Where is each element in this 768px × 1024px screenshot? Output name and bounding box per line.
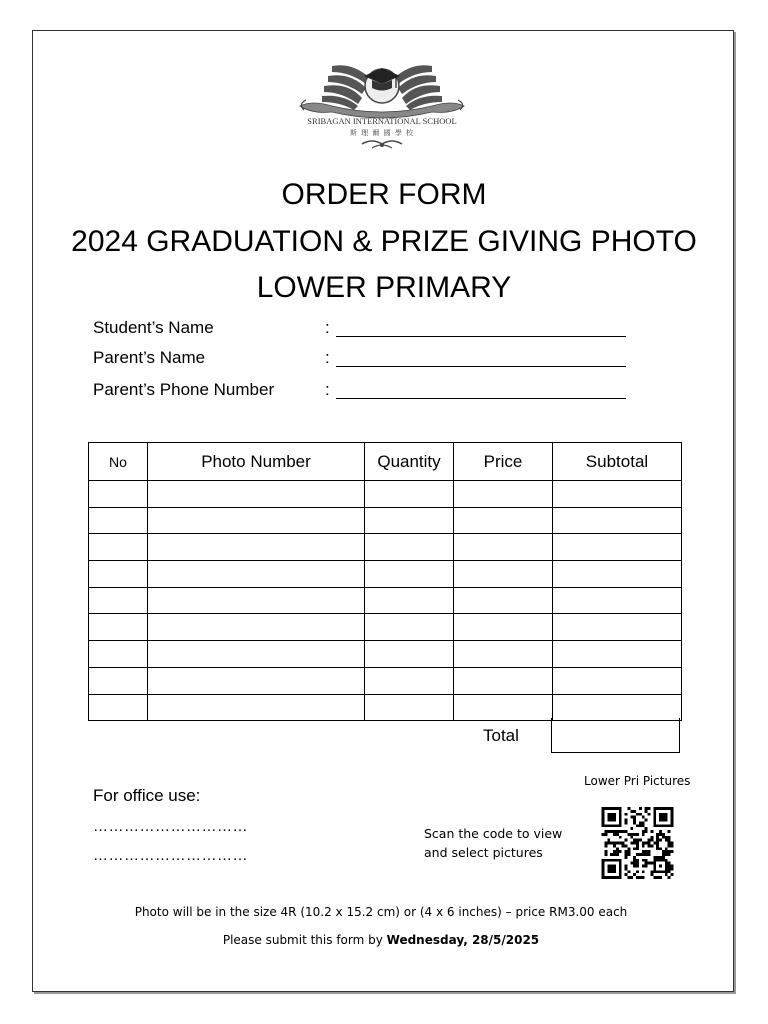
cell-no[interactable] — [89, 534, 148, 561]
cell-subtotal[interactable] — [553, 507, 682, 534]
cell-quantity[interactable] — [365, 614, 454, 641]
qr-instructions — [424, 824, 574, 862]
cell-quantity[interactable] — [365, 481, 454, 508]
parent-phone-field[interactable] — [336, 398, 626, 399]
cell-price[interactable] — [454, 507, 553, 534]
office-use-label: For office use: — [93, 786, 201, 805]
table-header-row — [89, 443, 682, 481]
cell-photo-number[interactable] — [148, 614, 365, 641]
cell-price[interactable] — [454, 641, 553, 668]
cell-photo-number[interactable] — [148, 694, 365, 721]
parent-phone-label: Parent’s Phone Number — [93, 380, 275, 399]
student-name-colon: : — [325, 318, 330, 337]
graduation-cap-emblem-icon — [292, 44, 472, 156]
cell-price[interactable] — [454, 667, 553, 694]
cell-no[interactable] — [89, 694, 148, 721]
header-quantity: Quantity — [365, 443, 454, 481]
table-row — [89, 614, 682, 641]
table-row — [89, 534, 682, 561]
cell-quantity[interactable] — [365, 561, 454, 588]
cell-no[interactable] — [89, 667, 148, 694]
parent-name-colon: : — [325, 348, 330, 367]
header-price: Price — [454, 443, 553, 481]
table-row — [89, 507, 682, 534]
cell-subtotal[interactable] — [553, 667, 682, 694]
cell-subtotal[interactable] — [553, 481, 682, 508]
header-subtotal: Subtotal — [553, 443, 682, 481]
cell-no[interactable] — [89, 614, 148, 641]
cell-quantity[interactable] — [365, 534, 454, 561]
qr-instruction-line-2: and select pictures — [424, 845, 543, 860]
student-name-field[interactable] — [336, 336, 626, 337]
total-label: Total — [483, 726, 519, 745]
office-use-line-1[interactable]: ………………………… — [93, 818, 248, 835]
table-row — [89, 481, 682, 508]
cell-subtotal[interactable] — [553, 561, 682, 588]
student-name-label: Student’s Name — [93, 318, 214, 337]
cell-subtotal[interactable] — [553, 534, 682, 561]
qr-code-icon[interactable] — [599, 807, 676, 879]
cell-price[interactable] — [454, 614, 553, 641]
cell-quantity[interactable] — [365, 694, 454, 721]
table-row — [89, 561, 682, 588]
cell-no[interactable] — [89, 561, 148, 588]
submit-deadline: Wednesday, 28/5/2025 — [386, 933, 540, 947]
cell-price[interactable] — [454, 561, 553, 588]
parent-name-field[interactable] — [336, 366, 626, 367]
order-table — [88, 442, 682, 721]
table-row — [89, 694, 682, 721]
cell-price[interactable] — [454, 694, 553, 721]
qr-instruction-line-1: Scan the code to view — [424, 826, 563, 841]
cell-price[interactable] — [454, 534, 553, 561]
parent-phone-colon: : — [325, 380, 330, 399]
cell-photo-number[interactable] — [148, 667, 365, 694]
table-row — [89, 641, 682, 668]
header-photo-number: Photo Number — [148, 443, 365, 481]
order-table-body — [89, 481, 682, 721]
form-title: ORDER FORM — [281, 178, 487, 211]
cell-photo-number[interactable] — [148, 481, 365, 508]
cell-no[interactable] — [89, 587, 148, 614]
school-chinese-name: 斯 理 爾 國 學 校 — [349, 129, 415, 137]
table-row — [89, 667, 682, 694]
cell-quantity[interactable] — [365, 641, 454, 668]
cell-quantity[interactable] — [365, 587, 454, 614]
cell-no[interactable] — [89, 507, 148, 534]
cell-price[interactable] — [454, 587, 553, 614]
event-title: 2024 GRADUATION & PRIZE GIVING PHOTO — [71, 225, 697, 258]
school-logo — [292, 44, 472, 156]
table-row — [89, 587, 682, 614]
school-name: SRIBAGAN INTERNATIONAL SCHOOL — [307, 116, 457, 126]
cell-subtotal[interactable] — [553, 641, 682, 668]
submit-deadline-note — [0, 933, 762, 947]
cell-price[interactable] — [454, 481, 553, 508]
cell-photo-number[interactable] — [148, 641, 365, 668]
cell-photo-number[interactable] — [148, 534, 365, 561]
header-no: No — [89, 443, 148, 481]
photo-size-note: Photo will be in the size 4R (10.2 x 15.2 cm) or (4 x 6 inches) – price RM3.00 each — [134, 905, 628, 919]
parent-name-label: Parent’s Name — [93, 348, 206, 367]
cell-no[interactable] — [89, 481, 148, 508]
total-field[interactable] — [551, 718, 680, 753]
submit-prefix: Please submit this form by — [222, 933, 387, 947]
cell-photo-number[interactable] — [148, 587, 365, 614]
cell-quantity[interactable] — [365, 507, 454, 534]
cell-quantity[interactable] — [365, 667, 454, 694]
cell-photo-number[interactable] — [148, 561, 365, 588]
cell-subtotal[interactable] — [553, 694, 682, 721]
cell-subtotal[interactable] — [553, 614, 682, 641]
office-use-line-2[interactable]: ………………………… — [93, 847, 248, 864]
cell-subtotal[interactable] — [553, 587, 682, 614]
cell-no[interactable] — [89, 641, 148, 668]
level-title: LOWER PRIMARY — [256, 271, 512, 304]
qr-caption: Lower Pri Pictures — [584, 774, 691, 788]
cell-photo-number[interactable] — [148, 507, 365, 534]
